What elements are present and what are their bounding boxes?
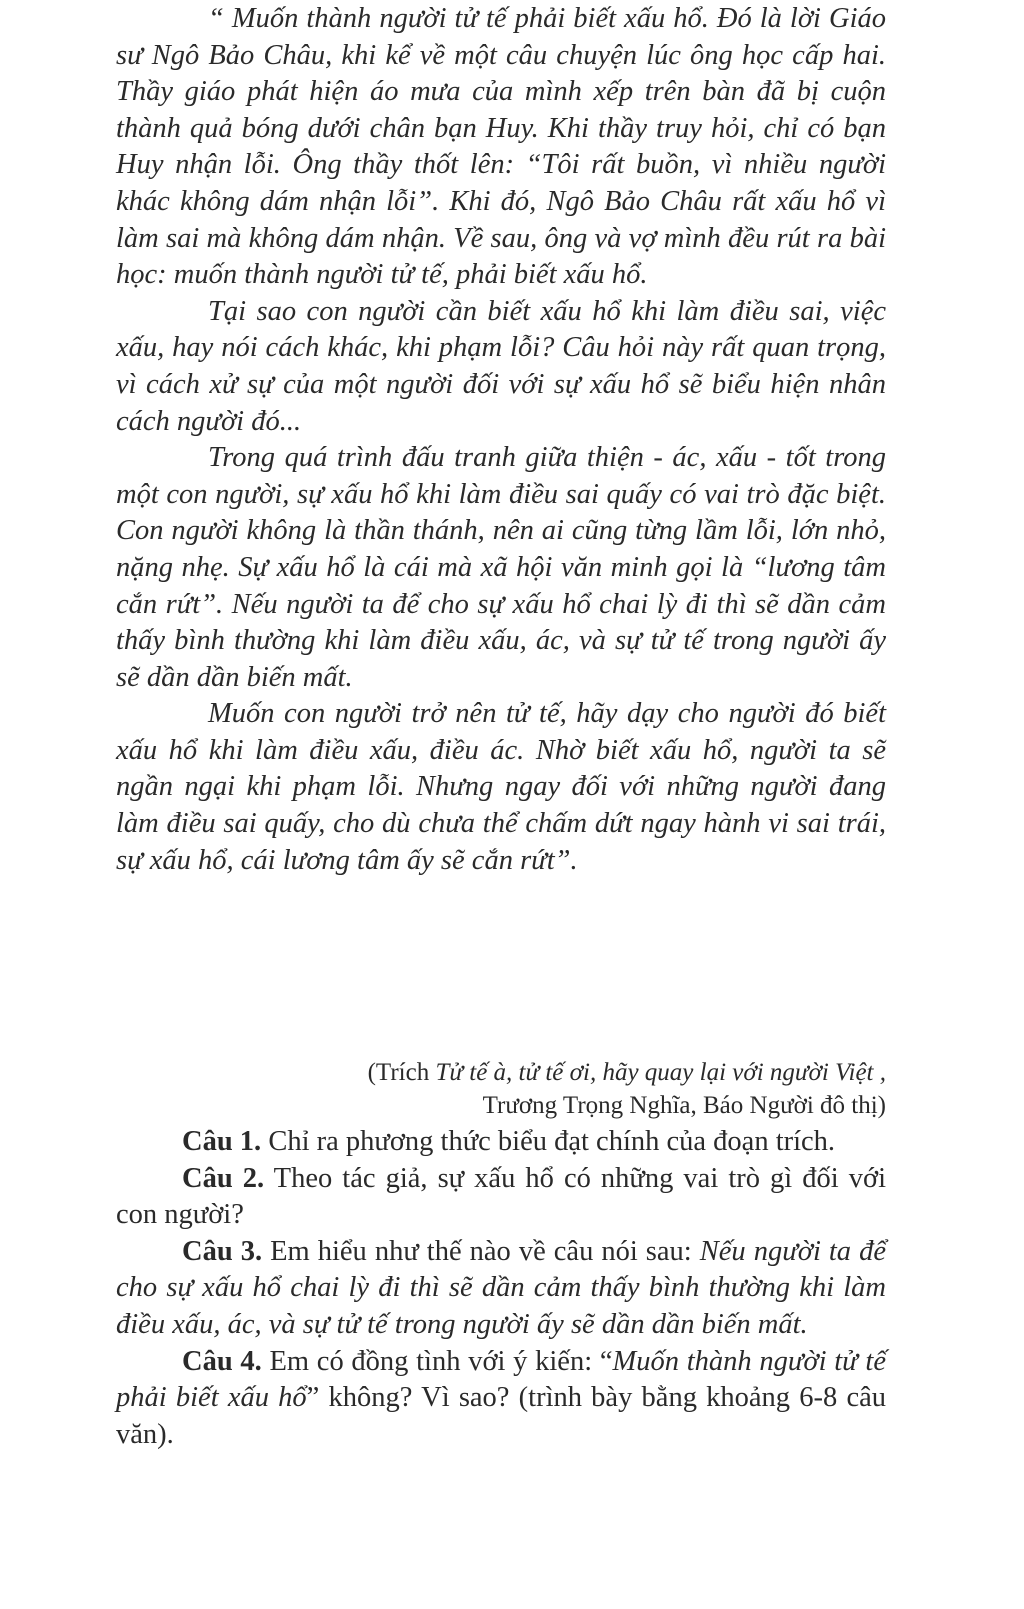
question-text: Em hiểu như thế nào về câu nói sau:	[262, 1235, 700, 1267]
question-text: Chỉ ra phương thức biểu đạt chính của đoạn trích.	[261, 1126, 836, 1157]
excerpt-passage	[116, 1, 886, 879]
passage-paragraph: Muốn con người trở nên tử tế, hãy dạy cho người đó biết xấu hổ khi làm điều xấu, điều ác. Nhờ biết xấu hổ, người ta sẽ ngần ngại khi phạm lỗi. Nhưng ngay đối với những người đang làm điều sai quấy, cho dù chưa thể chấm dứt ngay hành vi sai trái, sự xấu hổ, cái lương tâm ấy sẽ cắn rứt”.	[116, 698, 886, 876]
question-2	[116, 1161, 886, 1234]
citation-line-1	[116, 1056, 886, 1089]
question-3	[116, 1234, 886, 1344]
question-text: Theo tác giả, sự xấu hổ có những vai trò gì đối với con người?	[116, 1162, 886, 1231]
question-quote: Nếu người ta để cho sự xấu hổ chai lỳ đi thì sẽ dần cảm thấy bình thường khi làm điều xấu, ác, và sự tử tế trong người ấy sẽ dần dần biến mất.	[116, 1235, 886, 1340]
question-quote: Muốn thành người tử tế phải biết xấu hổ	[116, 1345, 886, 1414]
question-1	[116, 1124, 886, 1161]
passage-paragraph: “ Muốn thành người tử tế phải biết xấu hổ. Đó là lời Giáo sư Ngô Bảo Châu, khi kể về một câu chuyện lúc ông học cấp hai. Thầy giáo phát hiện áo mưa của mình xếp trên bàn đã bị cuộn thành quả bóng dưới chân bạn Huy. Khi thầy truy hỏi, chỉ có bạn Huy nhận lỗi. Ông thầy thốt lên: “Tôi rất buồn, vì nhiều người khác không dám nhận lỗi”. Khi đó, Ngô Bảo Châu rất xấu hổ vì làm sai mà không dám nhận. Về sau, ông và vợ mình đều rút ra bài học: muốn thành người tử tế, phải biết xấu hổ.	[116, 3, 886, 291]
citation-prefix: (Trích	[367, 1059, 436, 1086]
citation-title: Tử tế à, tử tế ơi, hãy quay lại với người Việt ,	[435, 1059, 886, 1086]
question-label: Câu 4.	[182, 1345, 262, 1377]
question-text-after: ” không? Vì sao? (trình bày bằng khoảng 6-8 câu văn).	[116, 1382, 886, 1450]
source-citation	[116, 1056, 886, 1122]
question-text: Em có đồng tình với ý kiến: “	[261, 1345, 613, 1377]
passage-paragraph: Trong quá trình đấu tranh giữa thiện - ác, xấu - tốt trong một con người, sự xấu hổ khi làm điều sai quấy có vai trò đặc biệt. Con người không là thần thánh, nên ai cũng từng lầm lỗi, lớn nhỏ, nặng nhẹ. Sự xấu hổ là cái mà xã hội văn minh gọi là “lương tâm cắn rứt”. Nếu người ta để cho sự xấu hổ chai lỳ đi thì sẽ dần cảm thấy bình thường khi làm điều xấu, ác, và sự tử tế trong người ấy sẽ dần dần biến mất.	[116, 442, 886, 693]
passage-paragraph: Tại sao con người cần biết xấu hổ khi làm điều sai, việc xấu, hay nói cách khác, khi phạm lỗi? Câu hỏi này rất quan trọng, vì cách xử sự của một người đối với sự xấu hổ sẽ biểu hiện nhân cách người đó...	[116, 295, 886, 437]
question-label: Câu 2.	[182, 1162, 265, 1194]
question-4	[116, 1344, 886, 1454]
citation-author: Trương Trọng Nghĩa, Báo Người đô thị)	[482, 1092, 886, 1119]
question-label: Câu 1.	[182, 1126, 262, 1157]
question-list	[116, 1124, 886, 1453]
question-label: Câu 3.	[182, 1235, 263, 1267]
